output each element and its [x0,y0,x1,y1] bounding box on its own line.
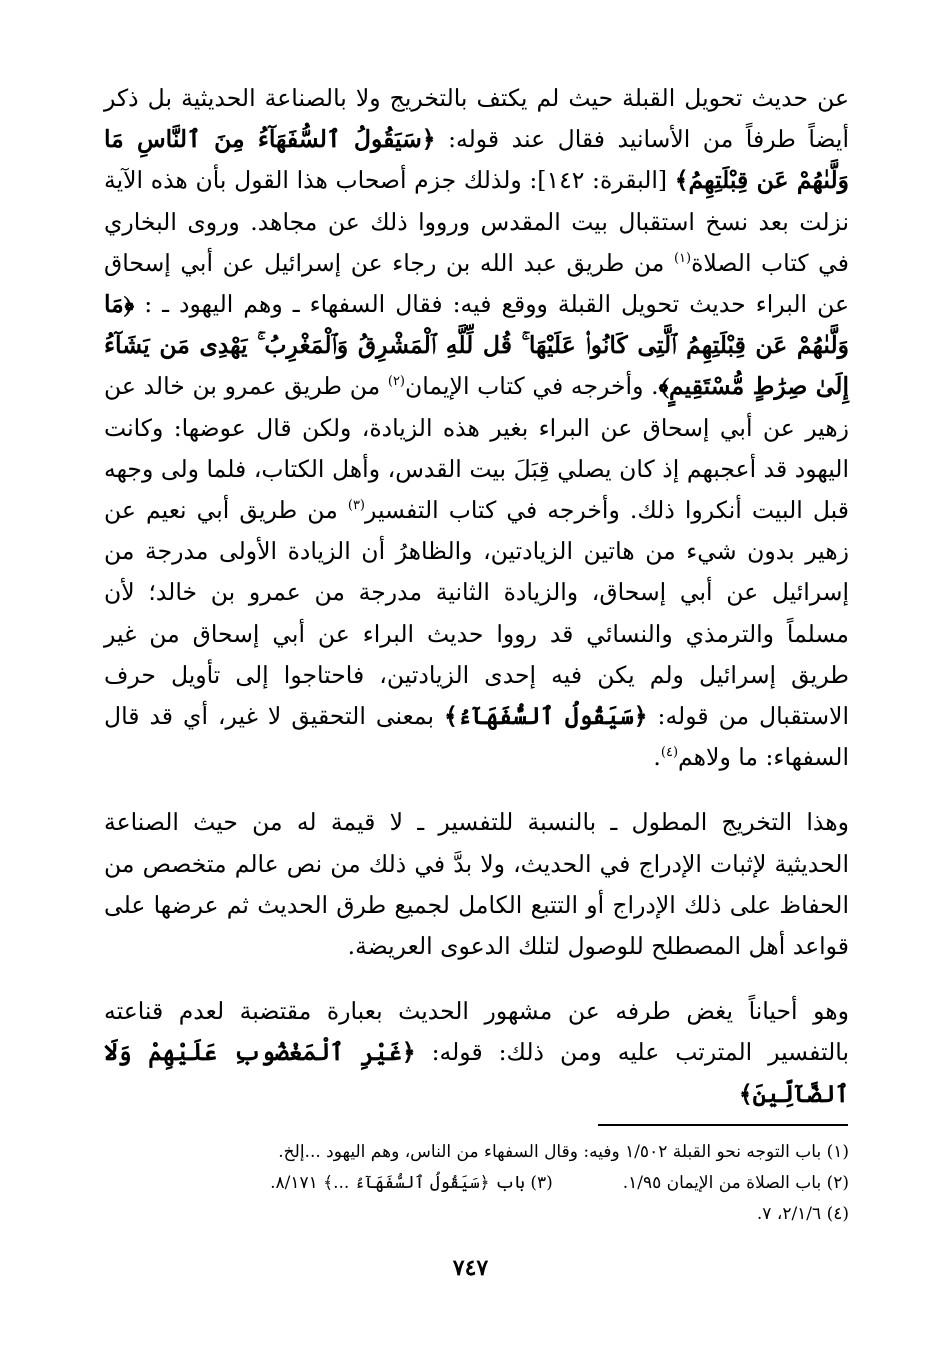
text-run: من طريق عمرو بن خالد عن زهير عن أبي إسحاق عن البراء بغير هذه الزيادة، ولكن قال عوضها: وكانت اليهود قد أعجبهم إذ كان يصلي قِبَلَ بيت القدس، وأهل الكتاب، فلما ولى وجهه قبل البيت أنكروا ذلك. وأخرجه في كتاب التفسير [104,372,849,525]
footnotes [104,1137,849,1230]
paragraph [104,991,849,1115]
footnote-1: (١) باب التوجه نحو القبلة ١/٥٠٢ وفيه: وقال السفهاء من الناس، وهم اليهود ...إلخ. [278,1142,849,1162]
text-run: [البقرة: ١٤٢]: ولذلك جزم أصحاب هذا القول بأن هذه الآية نزلت بعد نسخ استقبال بيت المقدس ورووا ذلك عن مجاهد. وروى البخاري في كتاب الصلاة [104,166,849,277]
text-run: عن حديث تحويل القبلة حيث لم يكتف بالتخريج ولا بالصناعة الحديثية بل ذكر أيضاً طرفاً من الأسانيد فقال عند قوله: [104,84,850,154]
footnote-ref: (١) [673,250,692,266]
footnote-3: (٣) باب ﴿سَيَقُولُ ٱلسُّفَهَآءُ ...﴾ ٨/١٧١. [270,1173,553,1193]
footnote-ref: (٤) [660,745,679,761]
quran-quote: ﴿غَيْرِ ٱلْمَغْضُوبِ عَلَيْهِمْ وَلَا ٱلضَّآلِّينَ﴾ [104,1038,849,1108]
text-run: من طريق عبد الله بن رجاء عن إسرائيل عن أبي إسحاق عن البراء حديث تحويل القبلة ووقع فيه: فقال السفهاء ـ وهم اليهود ـ : [104,248,849,319]
text-run: وهذا التخريج المطول ـ بالنسبة للتفسير ـ لا قيمة له من حيث الصناعة الحديثية لإثبات الإدراج في الحديث، ولا بدَّ في ذلك من نص عالم متخصص من الحفاظ على ذلك الإدراج أو التتبع الكامل لجميع طرق الحديث ثم عرضها على قواعد أهل المصطلح للوصول لتلك الدعوى العريضة. [104,808,849,961]
quran-quote: ﴿سَيَقُولُ ٱلسُّفَهَآءُ﴾ [444,702,648,731]
text-run: . وأخرجه في كتاب الإيمان [405,372,659,401]
footnote-separator [598,1124,848,1126]
paragraph [104,802,849,967]
text-run: بمعنى التحقيق لا غير، أي قد قال السفهاء: ما ولاهم [104,702,849,772]
footnote-row-2-3 [104,1168,849,1199]
page-number: ٧٤٧ [452,1255,489,1281]
text-run: . [653,743,661,772]
quran-quote: ﴿مَا وَلَّىٰهُمْ عَن قِبْلَتِهِمُ ٱلَّتِى كَانُوا۟ عَلَيْهَا ۚ قُل لِّلَّهِ ٱلْمَشْرِقُ وَٱلْمَغْرِبُ ۚ يَهْدِى مَن يَشَآءُ إِلَىٰ صِرَٰطٍ مُّسْتَقِيمٍ﴾ [104,290,849,401]
text-run: من طريق أبي نعيم عن زهير بدون شيء من هاتين الزيادتين، والظاهرُ أن الزيادة الأولى مدرجة من إسرائيل عن أبي إسحاق، والزيادة الثانية مدرجة من عمرو بن خالد؛ لأن مسلماً والترمذي والنسائي قد رووا حديث البراء عن أبي إسحاق من غير طريق إسرائيل ولم يكن فيه إحدى الزيادتين، فاحتاجوا إلى تأويل حرف الاستقبال من قوله: [104,496,849,731]
text-run: وهو أحياناً يغض طرفه عن مشهور الحديث بعبارة مقتضبة لعدم قناعته بالتفسير المترتب عليه ومن ذلك: قوله: [104,997,849,1067]
body-text [104,78,849,1115]
footnote-2: (٢) باب الصلاة من الإيمان ١/٩٥. [622,1173,849,1193]
footnote-ref: (٣) [347,498,365,514]
paragraph [104,78,849,778]
footnote-ref: (٢) [387,374,405,390]
quran-quote: ﴿سَيَقُولُ ٱلسُّفَهَآءُ مِنَ ٱلنَّاسِ مَا وَلَّىٰهُمْ عَن قِبْلَتِهِمُ﴾ [104,125,849,195]
footnote-4: (٤) ٢/١/٦، ٧. [756,1204,849,1224]
